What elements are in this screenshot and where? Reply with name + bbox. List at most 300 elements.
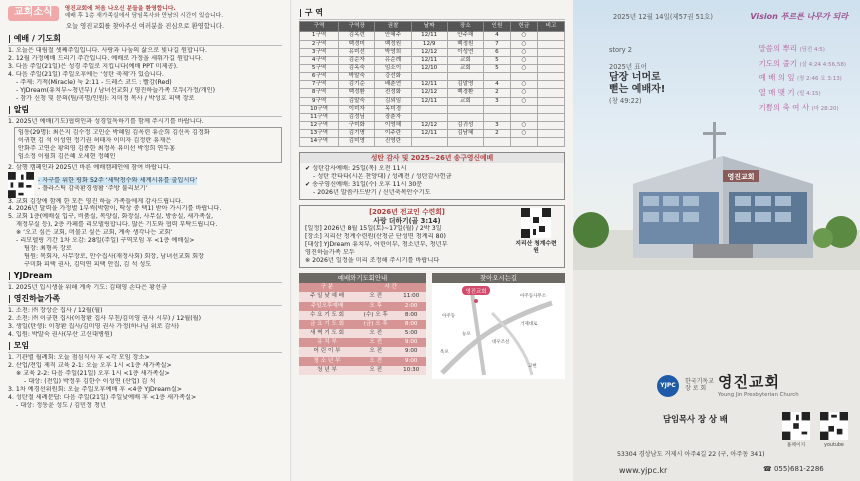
- schedule-cell: (수) 오 후: [355, 311, 396, 320]
- meeting-item: - 대상: 정동윤 성도 / 김민정 청년: [16, 401, 106, 409]
- table-cell: ○: [510, 130, 537, 138]
- table-cell: 11구역: [300, 113, 339, 121]
- table-cell: ○: [510, 32, 537, 40]
- table-cell: 4: [483, 81, 510, 89]
- table-cell: 이영해: [375, 122, 411, 130]
- table-cell: [537, 105, 564, 113]
- schedule-row: [299, 292, 426, 301]
- schedule-cell: 수 요 기 도 회: [299, 311, 355, 320]
- notice-item: 2. 삼행 캠페인과 2025년 바른 예배캠페인에 참여 바랍니다.: [8, 163, 171, 171]
- table-row: [300, 73, 565, 81]
- meeting-item: - 대상: (전입) 박정우 김한수 이성연 (산업) 김 석: [24, 378, 156, 386]
- table-cell: [537, 48, 564, 56]
- schedule-cell: 오 전: [355, 357, 396, 366]
- verse-text: 열 매 맺 기: [758, 87, 795, 97]
- retreat-qr-caption: 지리산 청계수련원: [515, 240, 557, 255]
- table-cell: 3: [483, 97, 510, 105]
- worship-item: - 참가 신청 및 문의(팀/곡명/인원): 지미정 목사 / 박성호 피택 장로: [16, 94, 195, 102]
- table-cell: [447, 113, 483, 121]
- table-cell: [411, 138, 447, 146]
- table-cell: [537, 65, 564, 73]
- verse-text: 예 배 의 잎: [758, 73, 795, 83]
- christmas-box: [299, 152, 565, 200]
- worship-item: - 주제: 기적(Miracle) 눅 2:11 - 드레스 코드 : 빨강(Red): [16, 78, 172, 86]
- news-header: [8, 6, 282, 21]
- notice-item: 팀장: 최형옥 장로: [24, 245, 72, 253]
- news-column: [0, 0, 290, 481]
- district-table-header: [300, 22, 565, 32]
- verse-text: 기도의 줄기: [758, 58, 798, 68]
- verse-ref: (창 2:46 요 3:13): [796, 76, 842, 83]
- schedule-cell: 오 전: [355, 329, 396, 338]
- table-cell: 교회: [447, 56, 483, 64]
- bottom-info: [299, 268, 565, 382]
- prayer-partners-box: [14, 127, 282, 163]
- table-cell: [537, 73, 564, 81]
- table-cell: 전정화: [375, 89, 411, 97]
- family-item: 1. 소천: ㈜ 장상순 집사 / 12월(월): [8, 307, 103, 315]
- table-cell: ○: [510, 48, 537, 56]
- table-cell: 김귀성: [447, 122, 483, 130]
- meeting-section-title: | 모임: [8, 341, 282, 353]
- notice-item: - 리모델링 기간 1차 오감: 28일(주일) 구역모임 후 <1층 예배실>: [16, 237, 195, 245]
- growth-verses: [758, 42, 846, 115]
- district-table-heading: 인원: [483, 22, 510, 32]
- table-cell: 김외임: [375, 97, 411, 105]
- schedule-cell: 유 치 부: [299, 338, 355, 347]
- campaign-qr-icon[interactable]: [8, 172, 34, 198]
- motto-block: [609, 46, 665, 106]
- church-address: 53304 경상남도 거제시 아주4길 22 (구, 아주동 341): [617, 451, 765, 458]
- senior-pastor: 담임목사 장 상 배: [663, 414, 728, 424]
- verse-ref: (딤전 4:5): [799, 47, 825, 53]
- schedule-cell: 새 벽 기 도 회: [299, 329, 355, 338]
- table-cell: 임소이: [375, 65, 411, 73]
- family-item: 3. 생일(탄생): 이창환 집사/김미영 권사 가정(하나님 위로 감사): [8, 323, 179, 331]
- table-cell: [483, 105, 510, 113]
- map-label: 거제대로: [520, 322, 538, 328]
- table-cell: 14구역: [300, 138, 339, 146]
- meeting-item: 1. 기관별 월례회: 오늘 점심식사 후 <각 모임 장소>: [8, 354, 150, 362]
- yjdream-section-title: | YJDream: [8, 271, 282, 283]
- table-row: [300, 130, 565, 138]
- table-cell: [537, 97, 564, 105]
- map-label: 아주동: [442, 314, 456, 320]
- table-cell: 백정환: [339, 89, 375, 97]
- notice-item: ※ ‘오고 싶은 교회, 머물고 싶은 교회, 계속 생각나는 교회’: [16, 229, 173, 237]
- schedule-cell: 오 전: [355, 347, 396, 356]
- schedule-row: [299, 329, 426, 338]
- table-cell: 9구역: [300, 97, 339, 105]
- schedule-cell: 9:00: [396, 357, 426, 366]
- church-logo: [657, 373, 799, 399]
- table-cell: 김기명: [339, 130, 375, 138]
- schedule-cell: 주일오후예배: [299, 302, 355, 311]
- table-cell: 유미선: [339, 48, 375, 56]
- district-table-body: [300, 32, 565, 146]
- table-cell: 10구역: [300, 105, 339, 113]
- schedule-row: [299, 347, 426, 356]
- notice-item: 재정부실 등), 2층 카페를 리모델링합니다. 많은 기도와 협력 부탁드립니다.: [16, 221, 218, 229]
- church-logo-icon: YJPC: [657, 375, 679, 397]
- worship-section-title: | 예배 / 기도회: [8, 34, 282, 46]
- worship-item: 2. 12월 가정예배 드리기 주간입니다. 예배로 가정을 세워가길 원합니다.: [8, 55, 203, 63]
- retreat-box: [299, 205, 565, 268]
- welcome-line-1: 영진교회에 처음 나오신 분들을 환영합니다.: [64, 6, 176, 12]
- schedule-table: [299, 283, 426, 375]
- schedule-cell: 8:00: [396, 311, 426, 320]
- notice-item: 팀원: 목회자, 사무장로, 안수집사(재정사회) 회장, 남녀선교회 회장: [24, 253, 205, 261]
- table-cell: [510, 105, 537, 113]
- story-label: story 2: [609, 46, 632, 54]
- table-cell: 12/11: [411, 97, 447, 105]
- table-cell: 김정님: [339, 113, 375, 121]
- notice-item: 5. 교회 1층(예배실 입구, 비품실, 목양실, 화장실, 사무실, 방송실, 새가족실,: [8, 213, 214, 221]
- table-cell: [483, 73, 510, 81]
- schedule-cell: 오 전: [355, 292, 396, 301]
- table-cell: 1구역: [300, 32, 339, 40]
- map-label: 옥포: [440, 350, 449, 356]
- christmas-item: ✔ 성탄감사예배: 25일(목) 오전 11시: [305, 165, 407, 173]
- notice-item: 3. 교회 김장에 함께 한 모든 영진 하늘 가족들에게 감사드립니다.: [8, 197, 183, 205]
- table-cell: [537, 89, 564, 97]
- schedule-heading: 구 분: [299, 283, 355, 292]
- church-name-english: Young Jin Presbyterian Church: [717, 392, 799, 399]
- schedule-row: [299, 311, 426, 320]
- worship-item: 3. 다음 주일(21일)은 성경 주일로 지킵니다(예배 PPT 미제공).: [8, 62, 178, 70]
- prayer-partners-line: 임동(29명): 최은지 김수정 고민순 박혜임 김옥련 유순희 김신옥 김정화: [18, 128, 210, 136]
- welcome-note: [65, 6, 223, 21]
- schedule-row: [299, 357, 426, 366]
- table-cell: 3: [483, 122, 510, 130]
- prayer-partners-line: 이귀현 김 석 이성연 정기권 허태자 이미자 김정란 유재은: [18, 136, 172, 144]
- welcome-line-2: 예배 후 1층 새가족실에서 담임목사와 만남의 시간이 있습니다.: [64, 13, 224, 20]
- schedule-cell: 9:00: [396, 338, 426, 347]
- table-cell: [411, 113, 447, 121]
- table-cell: 12/12: [411, 89, 447, 97]
- table-cell: 박말숙: [339, 73, 375, 81]
- motto-line-1: 담장 너머로: [609, 71, 661, 83]
- table-cell: 5: [483, 65, 510, 73]
- prayer-partners-line: 임소정 이필희 김은혜 오세현 정혜인: [18, 152, 116, 160]
- table-cell: 진영란: [375, 138, 411, 146]
- table-row: [300, 48, 565, 56]
- notice-item: 1. 2025년 예배(기도)협력인과 성경일독하기를 함께 주시기를 바랍니다.: [8, 117, 204, 125]
- table-cell: 7구역: [300, 81, 339, 89]
- schedule-cell: 오 후: [355, 302, 396, 311]
- schedule-row: [299, 302, 426, 311]
- homepage-qr[interactable]: [782, 412, 810, 449]
- table-cell: 12/11: [411, 32, 447, 40]
- meeting-item: 2. 산업/전입 제직 교육 2-1: 오늘 오후 1시 <1층 새가족실>: [8, 362, 172, 370]
- table-cell: [537, 81, 564, 89]
- table-cell: 김옥숙: [339, 65, 375, 73]
- retreat-item: [대상] YJDream 유치부, 어린이부, 청소년부, 청년부: [305, 241, 448, 249]
- table-cell: 13구역: [300, 130, 339, 138]
- church-name: 영진교회: [717, 373, 780, 391]
- qr-codes: [782, 412, 848, 449]
- schedule-cell: 10:30: [396, 366, 426, 375]
- table-cell: ○: [510, 65, 537, 73]
- schedule-heading: 시 간: [355, 283, 426, 292]
- table-cell: 12/10: [411, 65, 447, 73]
- map-label: 아주동사무소: [520, 294, 547, 300]
- map-label: 고현: [528, 364, 537, 370]
- church-building-image: [573, 120, 860, 270]
- worship-item: 4. 다음 주일(21일) 주일오후에는 ‘성탄 축제’가 있습니다.: [8, 70, 164, 78]
- notice-item: 4. 2026년 달력을 가정별 1부씩(박함이, 딱상 중 택1) 받아 가시기를 바랍니다.: [8, 205, 222, 213]
- campaign-line: - 자구를 위한 평화 52주 ‘세탁청수와 세계시유를 출입시다’: [38, 176, 198, 184]
- motto-line-2: 뻗는 예배자!: [609, 84, 666, 96]
- table-cell: 안혜주: [375, 32, 411, 40]
- table-cell: 백경미: [339, 40, 375, 48]
- table-cell: [510, 113, 537, 121]
- table-cell: [537, 56, 564, 64]
- table-cell: [537, 32, 564, 40]
- youtube-qr-icon[interactable]: [820, 412, 848, 440]
- retreat-qr-block: [513, 208, 559, 265]
- table-cell: 박영희: [375, 48, 411, 56]
- table-cell: ○: [510, 81, 537, 89]
- meeting-item: ※ 교육 2-2: 다음 주일(21일) 오후 1시 <1층 새가족실>: [16, 370, 170, 378]
- table-cell: ○: [510, 56, 537, 64]
- table-cell: 2: [483, 130, 510, 138]
- table-cell: ○: [510, 97, 537, 105]
- bulletin-date: 2025년 12월 14일(제57권 51호): [613, 13, 713, 21]
- table-cell: 유순례: [375, 56, 411, 64]
- table-cell: [447, 73, 483, 81]
- table-cell: 12/11: [411, 56, 447, 64]
- denomination-line-1: 한국기독교: [685, 378, 714, 386]
- verse-text: 기쁨의 축 여 사: [758, 102, 810, 112]
- table-row: [300, 113, 565, 121]
- retreat-item: [일정] 2026년 8월 15일(토)~17일(월) / 2박 3일: [305, 225, 442, 233]
- verse-ref: (빌 4:15): [796, 90, 821, 97]
- table-cell: [537, 130, 564, 138]
- youtube-qr[interactable]: [820, 412, 848, 449]
- table-cell: [537, 113, 564, 121]
- table-cell: 장춘자: [375, 113, 411, 121]
- schedule-cell: 9:00: [396, 347, 426, 356]
- schedule-cell: (금) 오 후: [355, 320, 396, 329]
- retreat-item: 영진하늘가족 모두: [305, 249, 355, 257]
- table-cell: [483, 113, 510, 121]
- district-column: [290, 0, 573, 481]
- table-cell: 5: [483, 56, 510, 64]
- district-table-heading: 구역: [300, 22, 339, 32]
- schedule-cell: 8:00: [396, 320, 426, 329]
- table-cell: [411, 105, 447, 113]
- schedule-cell: 청 년 부: [299, 366, 355, 375]
- welcome-intro: 오늘 영진교회를 찾아주신 여러분을 진심으로 환영합니다.: [66, 22, 224, 30]
- table-cell: 김말영: [447, 81, 483, 89]
- website-link[interactable]: www.yjpc.kr: [619, 466, 668, 475]
- table-cell: 김말숙: [339, 97, 375, 105]
- table-cell: 12/12: [411, 122, 447, 130]
- homepage-qr-label: 홈페이지: [786, 443, 806, 449]
- district-table-heading: 권찰: [375, 22, 411, 32]
- retreat-title: [2026년 전교인 수련회]: [369, 208, 445, 217]
- family-section-title: | 영진하늘가족: [8, 294, 282, 306]
- worship-item: 1. 오늘은 대림절 셋째주일입니다. 사랑과 나눔의 삶으로 빛나길 원합니다.: [8, 47, 207, 55]
- table-cell: 6구역: [300, 73, 339, 81]
- map-label: 대우조선: [492, 340, 510, 346]
- district-table-heading: 헌금: [510, 22, 537, 32]
- verse-text: 말씀의 뿌리: [758, 44, 798, 53]
- table-cell: 김미영: [339, 138, 375, 146]
- schedule-block: [299, 268, 426, 382]
- table-cell: 12구역: [300, 122, 339, 130]
- campaign-block: [8, 172, 282, 198]
- table-cell: 김옥련: [339, 32, 375, 40]
- table-cell: 6: [483, 48, 510, 56]
- table-cell: 백정원: [375, 40, 411, 48]
- table-cell: 교회: [447, 65, 483, 73]
- table-cell: 4구역: [300, 56, 339, 64]
- meeting-item: 3. 1차 예경선위원회: 오늘 주일오후예배 후 <4층 YJDream실>: [8, 386, 182, 394]
- motto-reference: (창 49:22): [609, 96, 642, 105]
- schedule-row: [299, 366, 426, 375]
- table-cell: ○: [510, 40, 537, 48]
- table-cell: 강선화: [375, 73, 411, 81]
- table-cell: 교회: [447, 97, 483, 105]
- table-cell: 12/9: [411, 40, 447, 48]
- map-block: [432, 268, 565, 382]
- news-title-badge: 교회소식: [8, 6, 59, 21]
- schedule-cell: 주 일 낮 예 배: [299, 292, 355, 301]
- schedule-row: [299, 338, 426, 347]
- table-row: [300, 81, 565, 89]
- map-church-label: 영진교회: [465, 289, 487, 296]
- yjdream-item: 1. 2025년 입시생을 위해 계속 기도: 김태영 손다은 황선규: [8, 284, 168, 292]
- map-label: 능포: [462, 332, 471, 338]
- table-cell: 4: [483, 32, 510, 40]
- table-cell: 2: [483, 89, 510, 97]
- table-cell: [537, 122, 564, 130]
- table-cell: 이미자: [339, 105, 375, 113]
- schedule-cell: 금 요 기 도 회: [299, 320, 355, 329]
- meeting-item: 4. 성탄절 세례문답: 다음 주일(21일) 주일낮예배 후 <1층 새가족실>: [8, 394, 197, 402]
- table-cell: [510, 138, 537, 146]
- table-cell: [537, 138, 564, 146]
- verse-ref: (마 28:20): [811, 105, 839, 112]
- table-cell: 김기순: [339, 81, 375, 89]
- retreat-subtitle: 사랑 더하기(골 3:14): [373, 216, 441, 225]
- christmas-item: - 성탄 칸타타(시온 찬양대) / 성례전 / 성탄감사헌금: [313, 173, 452, 181]
- table-cell: [483, 138, 510, 146]
- cover-column: [573, 0, 860, 481]
- table-cell: 이주란: [375, 130, 411, 138]
- christmas-item: - 2026년 말씀카드받기 / 신년축복안수기도: [313, 189, 431, 197]
- motto-year: 2025년 표어: [609, 62, 647, 71]
- directions-map[interactable]: [432, 283, 565, 379]
- table-cell: 12/11: [411, 130, 447, 138]
- retreat-item: ※ 2026년 일정을 미리 조정해 주시기를 바랍니다: [305, 257, 440, 265]
- family-item: 2. 소천: ㈜ 이규현 집사(이창환 집사 부친/김미영 권사 시부) / 12월(월): [8, 315, 202, 323]
- table-cell: 7: [483, 40, 510, 48]
- table-cell: 12/12: [411, 48, 447, 56]
- district-table-heading: 비고: [537, 22, 564, 32]
- table-cell: 안주해: [447, 32, 483, 40]
- schedule-cell: 어 린 이 부: [299, 347, 355, 356]
- phone-number[interactable]: ☎ 055)681-2286: [763, 465, 824, 473]
- youtube-qr-label: youtube: [824, 443, 844, 449]
- notice-item: 구미화 피택 권사, 김덕연 피택 안집, 김 석 성도: [24, 261, 152, 269]
- schedule-cell: 5:00: [396, 329, 426, 338]
- table-cell: 김순자: [339, 56, 375, 64]
- table-row: [300, 40, 565, 48]
- table-cell: ○: [510, 122, 537, 130]
- christmas-item: ✔ 송구영신예배: 31일(수) 오후 11시 30분: [305, 181, 423, 189]
- table-cell: 배춘연: [375, 81, 411, 89]
- homepage-qr-icon[interactable]: [782, 412, 810, 440]
- table-cell: 5구역: [300, 65, 339, 73]
- table-row: [300, 122, 565, 130]
- district-table-heading: 장소: [447, 22, 483, 32]
- denomination-line-2: 장 로 회: [685, 385, 707, 393]
- campaign-line: - 플라스틱 감축환경생활 ‘주방 불리보기’: [38, 184, 148, 192]
- table-cell: [447, 105, 483, 113]
- worship-item: - YJDream(유치부~청년부) / 남녀선교회 / 영진하늘가족 모두(가정/개인): [16, 86, 216, 94]
- table-row: [300, 97, 565, 105]
- district-table-heading: 날짜: [411, 22, 447, 32]
- table-cell: 백경환: [447, 89, 483, 97]
- map-pin-icon: [474, 299, 478, 303]
- table-cell: [411, 73, 447, 81]
- family-item: 4. 입원: 박말숙 권사(부산 고신대병원): [8, 331, 113, 339]
- vision-slogan: Vision 푸르른 나무가 되라: [750, 12, 848, 21]
- schedule-cell: 청 소 년 부: [299, 357, 355, 366]
- schedule-cell: 오 전: [355, 338, 396, 347]
- table-cell: 3구역: [300, 48, 339, 56]
- table-row: [300, 56, 565, 64]
- christmas-title: 성탄 감사 및 2025~26년 송구영신예배: [300, 153, 564, 164]
- table-cell: 옥미경: [375, 105, 411, 113]
- table-row: [300, 138, 565, 146]
- prayer-partners-line: 안화주 고연순 황의영 김종한 최정옥 유미선 박정희 연두홍: [18, 144, 176, 152]
- table-cell: 구미화: [339, 122, 375, 130]
- schedule-cell: 11:00: [396, 292, 426, 301]
- schedule-cell: 2:00: [396, 302, 426, 311]
- church-sign: 영진교회: [727, 173, 755, 181]
- notice-section-title: | 알림: [8, 105, 282, 117]
- table-cell: ○: [510, 89, 537, 97]
- retreat-qr-icon[interactable]: [521, 208, 551, 238]
- schedule-row: [299, 320, 426, 329]
- table-cell: 김남혜: [447, 130, 483, 138]
- verse-ref: (살 4:24 4:56,58): [799, 61, 846, 68]
- table-cell: 12/11: [411, 81, 447, 89]
- table-cell: [510, 73, 537, 81]
- table-row: [300, 65, 565, 73]
- district-table-heading: 구역장: [339, 22, 375, 32]
- schedule-header-row: [299, 283, 426, 292]
- schedule-title: 예배와기도회안내: [299, 273, 426, 283]
- retreat-item: [장소] 지리산 청계수련원(산청군 단성면 청계리 80): [305, 233, 446, 241]
- district-table: [299, 21, 565, 146]
- district-section-title: | 구 역: [299, 8, 565, 20]
- table-cell: 8구역: [300, 89, 339, 97]
- schedule-cell: 오 전: [355, 366, 396, 375]
- table-cell: 이성연: [447, 48, 483, 56]
- table-row: [300, 32, 565, 40]
- table-cell: 백정원: [447, 40, 483, 48]
- table-row: [300, 105, 565, 113]
- table-cell: [537, 40, 564, 48]
- table-cell: 2구역: [300, 40, 339, 48]
- table-cell: [447, 138, 483, 146]
- map-title: 찾아오시는길: [432, 273, 565, 283]
